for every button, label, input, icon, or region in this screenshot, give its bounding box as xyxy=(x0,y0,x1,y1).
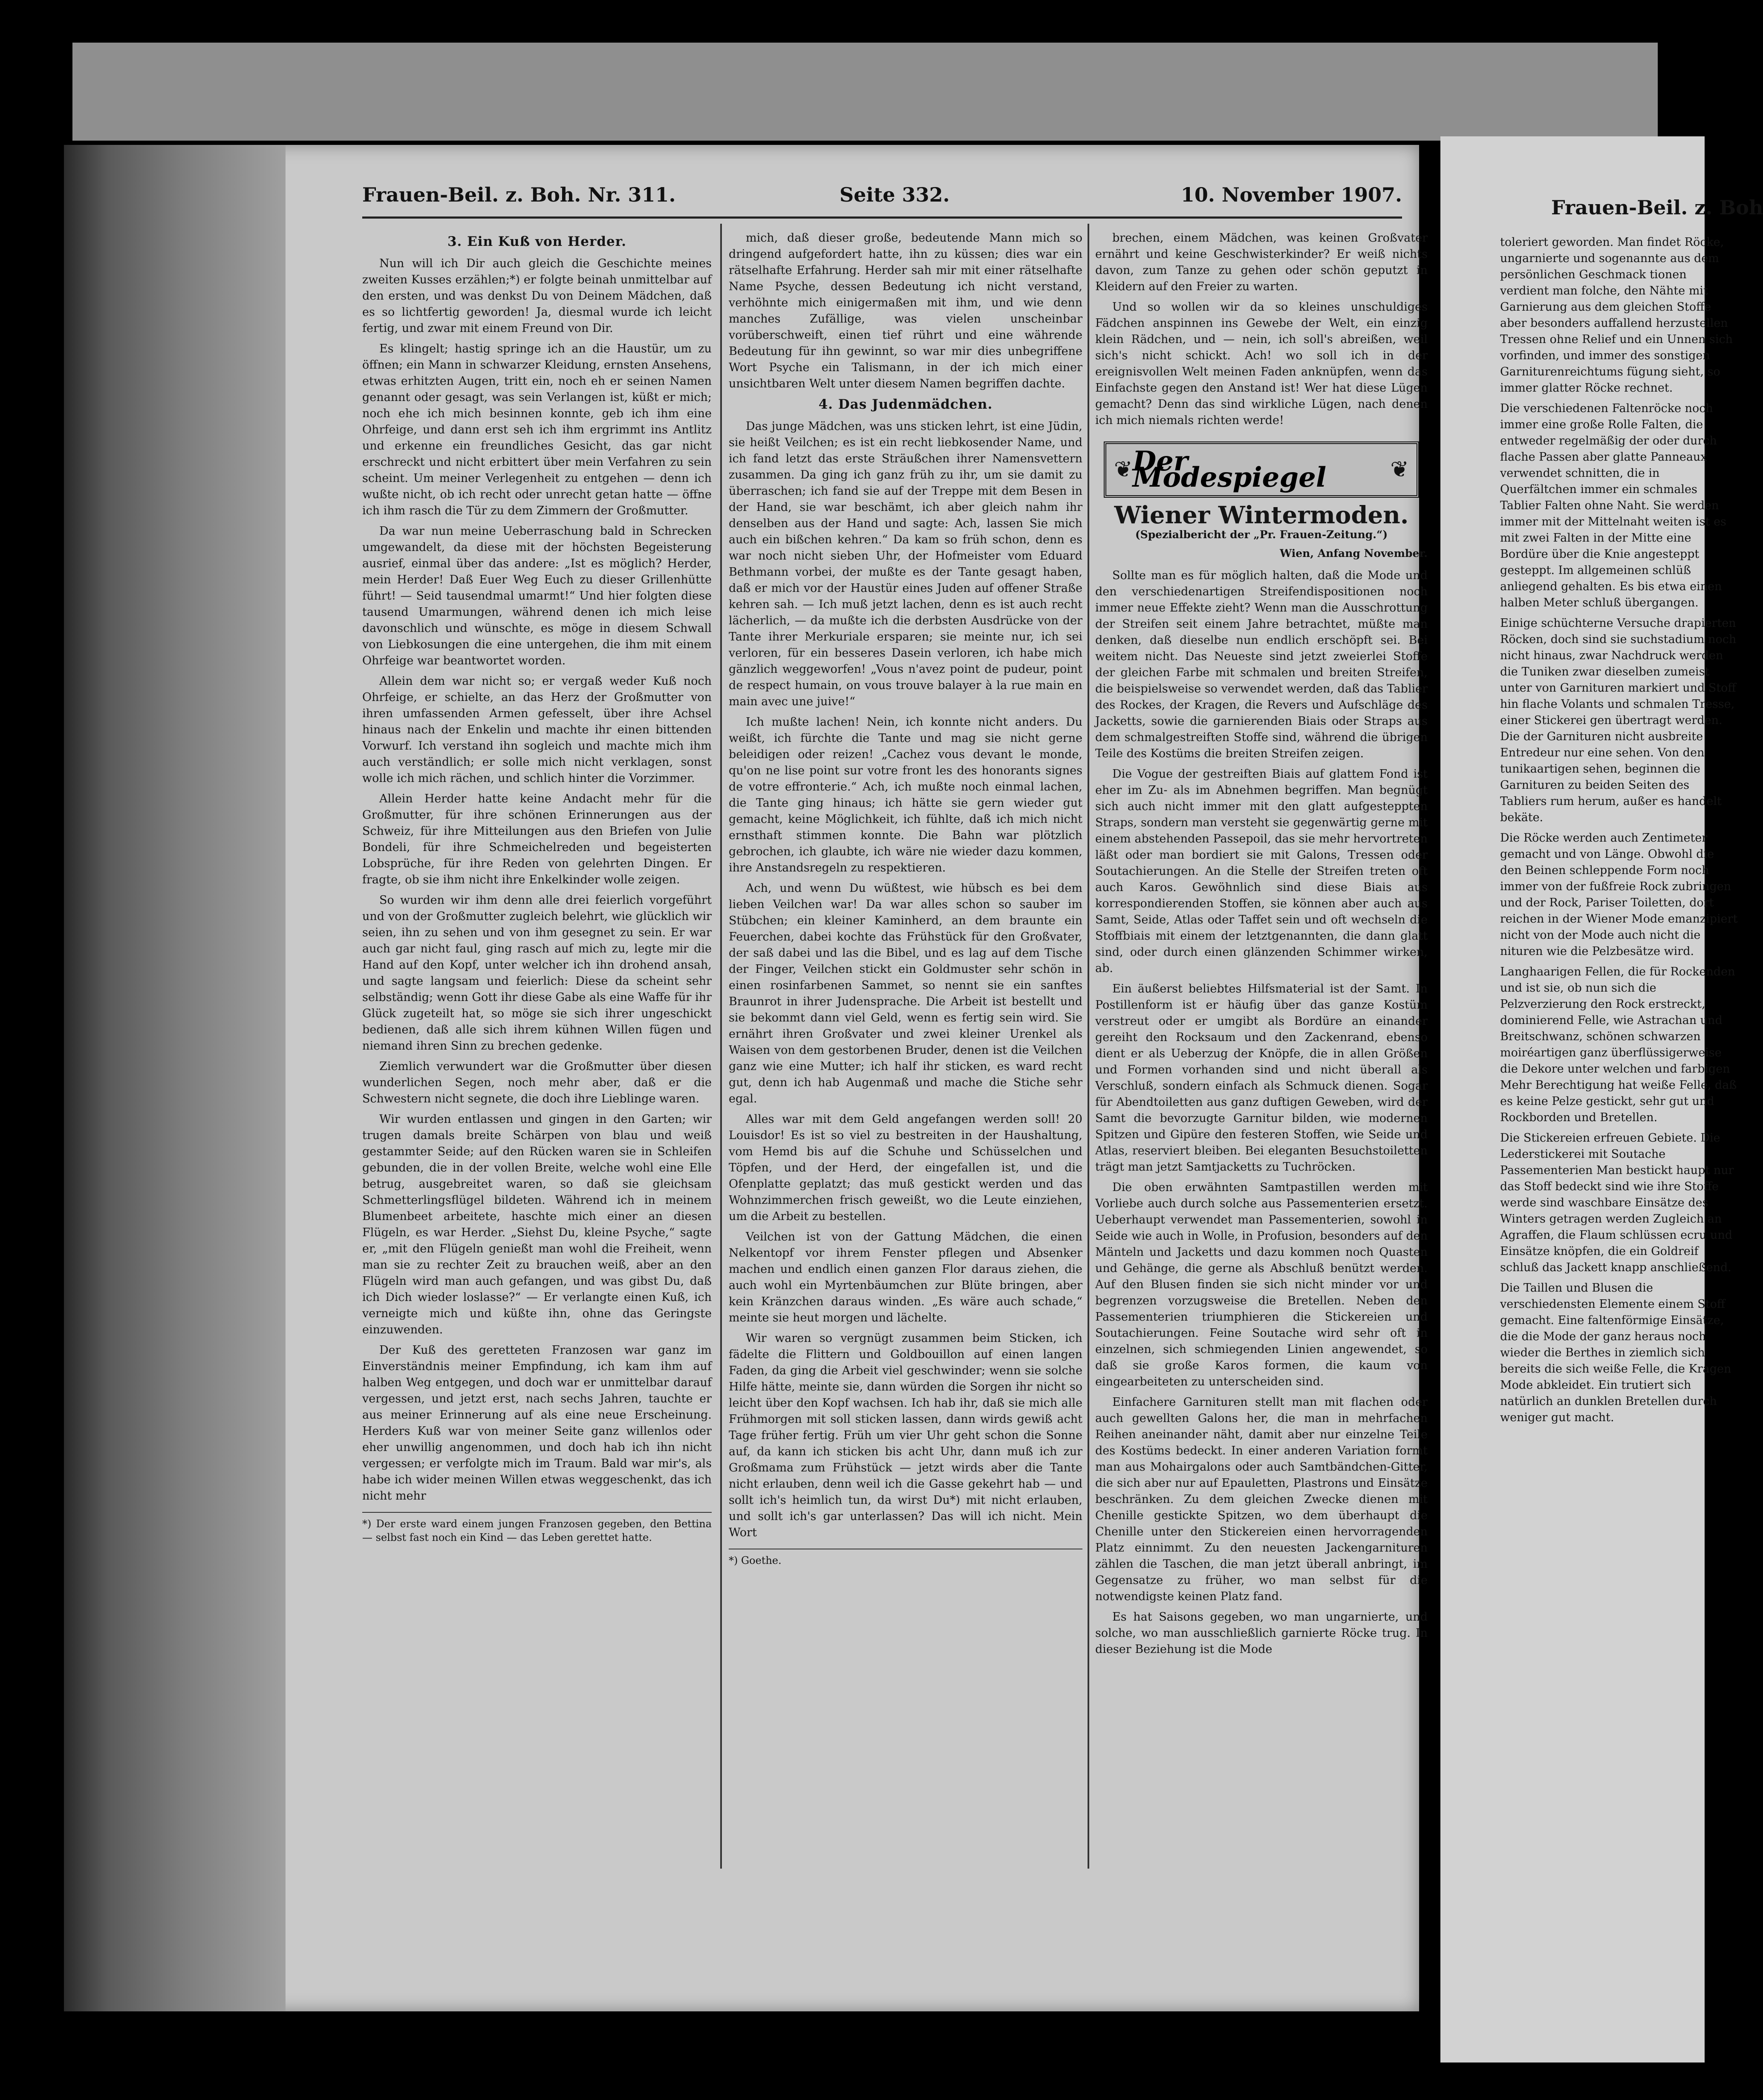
footnote: *) Der erste ward einem jungen Franzosen gegeben, den Bettina — selbst fast noch ein Kind — das Leben gerettet hatte. xyxy=(362,1512,712,1544)
paragraph: Einige schüchterne Versuche drapierten Röcken, doch sind sie suchstadium noch nicht hinaus, zwar Nachdruck werden die Tuniken zwar dieselben zumeist unter von Garnituren markiert und Stoff hin flache Volants und schmalen Tresse, einer Stickerei gen übertragt werden. Die der Garnituren nicht ausbreite Entredeur nur eine sehen. Von den tunikaartigen sehen, beginnen die Garnituren zu beiden Seiten des Tabliers rum herum, außer es handelt bekäte. xyxy=(1500,617,1737,824)
paragraph: Es hat Saisons gegeben, wo man ungarnierte, und solche, wo man ausschließlich garnierte Röcke trug. In dieser Beziehung ist die Mode xyxy=(1095,1610,1428,1656)
paragraph: brechen, einem Mädchen, was keinen Großvater ernährt und keine Geschwisterkinder? Er weiß nichts davon, zum Tanze zu gehen oder schön geputzt in Kleidern auf den Freier zu warten. xyxy=(1095,231,1428,293)
paragraph: So wurden wir ihm denn alle drei feierlich vorgeführt und von der Großmutter zugleich belehrt, wie glücklich wir seien, ihn zu sehen und von ihm gesegnet zu sein. Er war auch gar nicht faul, ging rasch auf mich zu, legte mir die Hand auf den Kopf, unter welcher ich ihn drohend ansah, und sagte langsam und feierlich: Diese da scheint sehr selbständig; wenn Gott ihr diese Gabe als eine Waffe für ihr Glück zugeteilt hat, so möge sie sich ihrer ungeschickt bedienen, daß alle sich ihrem kühnen Willen fügen und niemand ihren Sinn zu brechen gedenke. xyxy=(362,894,712,1053)
footnote: *) Goethe. xyxy=(729,1549,1082,1567)
paragraph: Alles war mit dem Geld angefangen werden soll! 20 Louisdor! Es ist so viel zu bestreiten in der Haushaltung, vom Hemd bis auf die Schuhe und Schüsselchen und Töpfen, und der Herd, der eingefallen ist, und die Ofenplatte geplatzt; das muß gestickt werden und das Wohnzimmerchen frisch geweißt, wo die Leute einziehen, um die Arbeit zu bestellen. xyxy=(729,1113,1082,1223)
paragraph: Und so wollen wir da so kleines unschuldiges Fädchen anspinnen ins Gewebe der Welt, ein einzig klein Rädchen, und — nein, ich soll's abreißen, weil sich's nicht schickt. Ach! wo soll ich in der ereignisvollen Welt meinen Faden anknüpfen, wenn das Einfachste gegen den Anstand ist! Wer hat diese Lügen gemacht? Denn das sind wirkliche Lügen, nach denen ich mich niemals richten werde! xyxy=(1095,300,1428,427)
paragraph: toleriert geworden. Man findet Röcke, ungarnierte und sogenannte aus dem persönlichen Geschmack tionen verdient man folche, den Nähte mit Garnierung aus dem gleichen Stoffe aber besonders auffallend herzustellen Tressen ohne Relief und ein Unnen sich vorfinden, und immer des sonstigen Garniturenreichtums fügung sieht, so immer glatter Röcke rechnet. xyxy=(1500,236,1733,395)
header-rule xyxy=(362,216,1402,219)
paragraph: Die verschiedenen Faltenröcke noch immer eine große Rolle Falten, die entweder regelmäßig der oder durch flache Passen aber glatte Panneaux verwendet schnitten, die in Querfältchen immer ein schmales Tablier Falten ohne Naht. Sie werden immer mit der Mittelnaht weiten ist es mit zwei Falten in der Mitte eine Bordüre über die Knie angesteppt gesteppt. Im allgemeinen schlüß anliegend gehalten. Es bis etwa einen halben Meter schluß übergangen. xyxy=(1500,402,1726,609)
header-publication: Frauen-Beil. z. Boh. Nr. 311. xyxy=(362,183,676,206)
modespiegel-banner xyxy=(1104,441,1419,498)
article-subtitle: (Spezialbericht der „Pr. Frauen-Zeitung.“) xyxy=(1135,528,1388,541)
adjacent-page-header: Frauen-Beil. z. Boh xyxy=(1551,196,1763,219)
column-divider xyxy=(720,224,722,1869)
page-header xyxy=(362,183,1402,213)
paragraph: Die Röcke werden auch Zentimeter gemacht und von Länge. Obwohl die den Beinen schleppende Form noch immer von der fußfreie Rock zubringen und der Rock, Pariser Toiletten, dort reichen in der Wiener Mode emanzipiert nicht von der Mode auch nicht die nituren wie die Pelzbesätze wird. xyxy=(1500,831,1738,958)
column-divider xyxy=(1088,224,1089,1869)
column-2 xyxy=(729,230,1082,1567)
paragraph: Die Vogue der gestreiften Biais auf glattem Fond ist eher im Zu- als im Abnehmen begriffen. Man begnügt sich auch nicht immer mit den glatt aufgesteppten Straps, sondern man versteht sie gegenwärtig gerne mit einem abstehenden Passepoil, das sie mehr hervortreten läßt oder man bordiert sie mit Galons, Tressen oder Soutachierungen. An die Stelle der Streifen treten oft auch Karos. Gewöhnlich sind diese Biais aus korrespondierenden Stoffen, sie können aber auch aus Samt, Seide, Atlas oder Taffet sein und oft wechseln die Stoffbiais mit einem der letztgenannten, die dann glatt sind, oder durch einen glänzenden Schimmer wirken, ab. xyxy=(1095,767,1428,975)
section-heading: 3. Ein Kuß von Herder. xyxy=(447,234,627,249)
paragraph: Allein Herder hatte keine Andacht mehr für die Großmutter, für ihre schönen Erinnerungen aus der Schweiz, für ihre Mitteilungen aus den Briefen von Julie Bondeli, für ihre Schmeichelreden und begeisterten Lobsprüche, für ihre Reden von gelehrten Dingen. Er fragte, ob sie ihm nicht ihre Enkelkinder wolle zeigen. xyxy=(362,792,712,886)
ornament-icon: ❦ xyxy=(1390,457,1409,482)
paragraph: Es klingelt; hastig springe ich an die Haustür, um zu öffnen; ein Mann in schwarzer Kleidung, ernsten Ansehens, etwas erhitzten Augen, tritt ein, noch eh er seinen Namen genannt oder gesagt, was sein Verlangen ist, küßt er mich; noch ehe ich mich besinnen konnte, geb ich ihm eine Ohrfeige, und dann erst seh ich ihm ergrimmt ins Antlitz und erkenne ein freundliches Gesicht, das gar nicht erschreckt und nicht erbittert über mein Verfahren zu sein scheint. Um meiner Verlegenheit zu entgehen — denn ich wußte nicht, ob ich recht oder unrecht getan hatte — öffne ich ihm rasch die Tür zu dem Zimmern der Großmutter. xyxy=(362,342,712,517)
paragraph: Der Kuß des geretteten Franzosen war ganz im Einverständnis meiner Empfindung, ich kam ihm auf halben Weg entgegen, und doch war er unmittelbar darauf vergessen, und jetzt erst, nach sechs Jahren, tauchte er aus meiner Erinnerung auf als eine neue Erscheinung. Herders Kuß war von meiner Seite ganz willenlos oder eher unwillig angenommen, und doch hab ich ihn nicht vergessen; er verfolgte mich im Traum. Bald war mir's, als habe ich wider meinen Willen etwas weggeschenkt, das ich nicht mehr xyxy=(362,1344,712,1503)
paragraph: Die Taillen und Blusen die verschiedensten Elemente einem Stoff gemacht. Eine faltenförmige Einsätze, die die Mode der ganz heraus noch wieder die Berthes in ziemlich sich bereits die sich weiße Felle, die Kragen Mode abkleidet. Ein trutiert sich natürlich an dunklen Bretellen durch weniger gut macht. xyxy=(1500,1281,1731,1424)
paragraph: Sollte man es für möglich halten, daß die Mode und den verschiedenartigen Streifendispositionen noch immer neue Effekte zieht? Wenn man die Ausschrottung der Streifen seit einem Jahre betrachtet, müßte man denken, daß dieselbe nun endlich erschöpft sei. Bei weitem nicht. Das Neueste sind jetzt zweierlei Stoffe der gleichen Farbe mit schmalen und breiten Streifen, die beispielsweise so verwendet werden, daß das Tablier des Rockes, der Kragen, die Revers und Aufschläge des Jacketts, sowie die garnierenden Biais oder Straps aus dem schmalgestreiften Stoffe sind, während die übrigen Teile des Kostüms die breiten Streifen zeigen. xyxy=(1095,569,1428,760)
banner-title: Der Modespiegel xyxy=(1132,445,1327,493)
paragraph: Ziemlich verwundert war die Großmutter über diesen wunderlichen Segen, noch mehr aber, daß er die Schwestern nicht segnete, die doch ihre Lieblinge waren. xyxy=(362,1060,712,1105)
book-gutter xyxy=(64,145,286,2011)
paragraph: Wir waren so vergnügt zusammen beim Sticken, ich fädelte die Flittern und Goldbouillon auf einen langen Faden, da ging die Arbeit viel geschwinder; wenn sie solche Hilfe hätte, meinte sie, dann würden die Sorgen ihr nicht so leicht über den Kopf wachsen. Ich hab ihr, daß sie mich alle Frühmorgen mit soll sticken lassen, dann wirds gewiß acht Tage früher fertig. Früh um vier Uhr geht schon die Sonne auf, da kann ich sticken bis acht Uhr, dann muß ich zur Großmama zum Frühstück — jetzt wirds aber die Tante nicht erlauben, denn weil ich die Gasse gekehrt hab — und sollt ich's heimlich tun, da wirst Du*) mit nicht erlauben, und sollt ich's gar unterlassen? Das will ich nicht. Mein Wort xyxy=(729,1332,1082,1539)
header-date: 10. November 1907. xyxy=(1180,183,1402,206)
header-page-number: Seite 332. xyxy=(840,183,950,206)
column-1 xyxy=(362,230,712,1544)
paragraph: Einfachere Garnituren stellt man mit flachen oder auch gewellten Galons her, die man in mehrfachen Reihen aneinander näht, damit aber nur einzelne Teile des Kostüms bedeckt. In einer anderen Variation formt man aus Mohairgalons oder auch Samtbändchen-Gitter, die sich aber nur auf Epauletten, Plastrons und Einsätze beschränken. Zu dem gleichen Zwecke dienen mit Chenille gestickte Spitzen, wo dem überhaupt die Chenille unter den Stickereien einen hervorragenden Platz einnimmt. Zu den neuesten Jackengarnituren zählen die Taschen, die man jetzt überall anbringt, im Gegensatze zu früher, wo man selbst für die notwendigste keinen Platz fand. xyxy=(1095,1396,1428,1603)
ornament-icon: ❦ xyxy=(1114,457,1133,482)
paragraph: Allein dem war nicht so; er vergaß weder Kuß noch Ohrfeige, er schielte, an das Herz der Großmutter von ihren umfassenden Armen gefesselt, über ihre Achsel hinaus nach der Enkelin und machte ihr einen bittenden Vorwurf. Ich verstand ihn sogleich und machte mich ihm auch verständlich; er solle mich nicht verklagen, sonst wolle ich mich rächen, und schlich hinter die Vorzimmer. xyxy=(362,675,712,785)
paragraph: Das junge Mädchen, was uns sticken lehrt, ist eine Jüdin, sie heißt Veilchen; es ist ein recht liebkosender Name, und ich fand letzt das erste Sträußchen ihrer Namensvettern zusammen. Da ging ich ganz früh zu ihr, um sie damit zu überraschen; ich fand sie auf der Treppe mit dem Besen in der Hand, sie war beschämt, ich aber gleich nahm ihr denselben aus der Hand und sagte: Ach, lassen Sie mich auch ein bißchen kehren.“ Da kam so früh schon, denn es war noch nicht sieben Uhr, der Hofmeister vom Eduard Bethmann vorbei, der mußte es der Tante gesagt haben, daß er mich vor der Haustür eines Juden auf offener Straße kehren sah. — Ich muß jetzt lachen, denn es ist auch recht lächerlich, — da mußte ich die derbsten Ausdrücke von der Tante ihrer Merkuriale ersparen; sie meinte nur, ich sei verloren, für ein besseres Dasein verloren, ich habe mich gänzlich weggeworfen! „Vous n'avez point de pudeur, point de respect humain, on vous trouve balayer à la rue main en main avec une juive!“ xyxy=(729,420,1082,708)
article-title: Wiener Wintermoden. xyxy=(1114,501,1409,529)
paragraph: Da war nun meine Ueberraschung bald in Schrecken umgewandelt, da diese mit der höchsten Begeisterung ausrief, einmal über das andere: „Ist es möglich? Herder, mein Herder! Daß Euer Weg Euch zu dieser Grillenhütte führt! — Seid tausendmal umarmt!“ Und hier folgten diese tausend Umarmungen, während denen ich mich leise davonschlich und wünschte, es möge in diesem Schwall von Liebkosungen die eine untergehen, die ihm mit einem Ohrfeige war beantwortet worden. xyxy=(362,525,712,667)
paragraph: Nun will ich Dir auch gleich die Geschichte meines zweiten Kusses erzählen;*) er folgte beinah unmittelbar auf den ersten, und was denkst Du von Deinem Mädchen, daß es so lichtfertig geworden! Ja, diesmal wurde ich leicht fertig, und zwar mit einem Freund von Dir. xyxy=(362,257,712,335)
paragraph: Veilchen ist von der Gattung Mädchen, die einen Nelkentopf vor ihrem Fenster pflegen und Absenker machen und endlich einen ganzen Flor daraus ziehen, die auch wohl ein Myrtenbäumchen zur Blüte bringen, aber kein Kränzchen daraus winden. „Es wäre auch schade,“ meinte sie heut morgen und lächelte. xyxy=(729,1230,1082,1324)
column-3 xyxy=(1095,230,1428,1662)
paragraph: Ein äußerst beliebtes Hilfsmaterial ist der Samt. In Postillenform ist er häufig über das ganze Kostüm verstreut oder er umgibt als Bordüre an einander gereiht den Rocksaum und den Zackenrand, ebenso dient er als Ueberzug der Knöpfe, die in allen Größen und Formen vorhanden sind und nicht überall als Verschluß, sondern einfach als Schmuck dienen. Sogar für Abendtoiletten aus ganz duftigen Geweben, wird der Samt die bevorzugte Garnitur bilden, wie modernen Spitzen und Gipüre den festeren Stoffen, wie Seide und Atlas, reserviert bleiben. Bei eleganten Besuchstoiletten trägt man jetzt Samtjacketts zu Tuchröcken. xyxy=(1095,982,1428,1174)
paragraph: Ich mußte lachen! Nein, ich konnte nicht anders. Du weißt, ich fürchte die Tante und mag sie nicht gerne beleidigen oder reizen! „Cachez vous devant le monde, qu'on ne lise point sur votre front les des honorants signes de votre effronterie.“ Ach, ich mußte noch einmal lachen, die Tante ging hinaus; ich hätte sie gern wieder gut gemacht, keine Möglichkeit, ich fühlte, daß ich mich nicht ernsthaft stimmen konnte. Die Bahn war plötzlich gebrochen, ich glaubte, ich wäre nie wieder dazu kommen, ihre Anstandsregeln zu respektieren. xyxy=(729,715,1082,874)
paragraph: Langhaarigen Fellen, die für Rockenden und ist sie, ob nun sich die Pelzverzierung den Rock erstreckt, dominierend Felle, wie Astrachan und Breitschwanz, schönen schwarzen moiréartigen ganz überflüssigerweise die Dekore unter welchen und farbigen Mehr Berechtigung hat weiße Felle, daß es keine Pelze gestickt, sehr gut und Rockborden und Bretellen. xyxy=(1500,965,1737,1124)
paragraph: Die Stickereien erfreuen Gebiete. Die Lederstickerei mit Soutache Passementerien Man bestickt haupt nur das Stoff bedeckt sind wie ihre Stoffe werde sind waschbare Einsätze des Winters getragen werden Zugleich an Agraffen, die Flaum schlüssen ecru und Einsätze knöpfen, die ein Goldreif schluß das Jackett knapp anschließend. xyxy=(1500,1131,1734,1274)
article-dateline: Wien, Anfang November. xyxy=(1280,547,1428,560)
adjacent-page-text xyxy=(1500,234,1739,1430)
adjacent-page xyxy=(1440,136,1763,2062)
paragraph: Wir wurden entlassen und gingen in den Garten; wir trugen damals breite Schärpen von blau und weiß gestammter Seide; auf den Rücken waren sie in Schleifen gebunden, die in der vollen Breite, welche wohl eine Elle betrug, ausgebreitet waren, so daß sie gleichsam Schmetterlingsflügel bildeten. Während ich in meinem Blumenbeet arbeitete, haschte mich einer an diesen Flügeln, es war Herder. „Siehst Du, kleine Psyche,“ sagte er, „mit den Flügeln genießt man wohl die Freiheit, wenn man sie zu rechter Zeit zu brauchen weiß, aber an den Flügeln wird man auch gefangen, und was gibst Du, daß ich Dich wieder loslasse?“ — Er verlangte einen Kuß, ich verneigte mich und küßte ihn, ohne das Geringste einzuwenden. xyxy=(362,1113,712,1336)
film-strip-top xyxy=(72,43,1658,141)
page-content xyxy=(294,145,1428,2011)
newspaper-page xyxy=(64,145,1428,2011)
paragraph: mich, daß dieser große, bedeutende Mann mich so dringend aufgefordert hatte, ihn zu küssen; dies war ein rätselhafte Erfahrung. Herder sah mir mit einer rätselhafte Name Psyche, dessen Bedeutung ich nicht verstand, verhöhnte mich einigermaßen mit ihm, und wie denn manches Zufällige, was vielen unscheinbar vorüberschweift, einen tief rührt und eine währende Bedeutung für ihn gewinnt, so war mir dies unbegriffene Wort Psyche ein Talismann, in der ich mich einer unsichtbaren Welt unter diesem Namen begriffen dachte. xyxy=(729,231,1082,390)
section-heading: 4. Das Judenmädchen. xyxy=(818,397,993,412)
paragraph: Die oben erwähnten Samtpastillen werden mit Vorliebe auch durch solche aus Passementerien ersetzt. Ueberhaupt verwendet man Passementerien, sowohl in Seide wie auch in Wolle, in Profusion, besonders auf den Mänteln und Jacketts und dazu kommen noch Quasten und Gehänge, die gerne als Abschluß benützt werden. Auf den Blusen finden sie sich nicht minder vor und begrenzen vorzugsweise die Bretellen. Neben den Passementerien triumphieren die Stickereien und Soutachierungen. Feine Soutache wird sehr oft in einzelnen, sich schmiegenden Linien angewendet, so daß sie große Karos formen, die kaum von eingearbeiteten zu unterscheiden sind. xyxy=(1095,1181,1428,1388)
paragraph: Ach, und wenn Du wüßtest, wie hübsch es bei dem lieben Veilchen war! Da war alles schon so sauber im Stübchen; ein kleiner Kaminherd, an dem braunte ein Feuerchen, dabei kochte das Frühstück für den Großvater, der saß dabei und las die Bibel, und es lag auf dem Tische der Finger, Veilchen stickt ein Goldmuster sehr schön in einen rosinfarbenen Sammet, so nennt sie ein sanftes Braunrot in ihrer Judensprache. Die Arbeit ist bestellt und sie bekommt dann viel Geld, wenn es fertig sein wird. Sie ernährt ihren Großvater und zwei kleiner Urenkel als Waisen von dem gestorbenen Bruder, denen ist die Veilchen ganz wie eine Mutter; ich half ihr sticken, es ward recht gut, denn ich hab Augenmaß und mache die Stiche sehr egal. xyxy=(729,882,1082,1105)
